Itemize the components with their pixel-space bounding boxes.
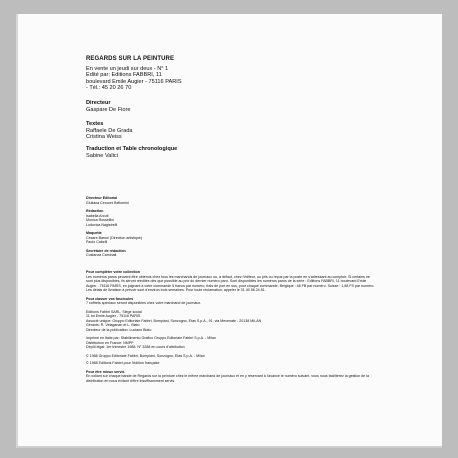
masthead-block <box>86 56 182 159</box>
translation-heading: Traduction et Table chronologique <box>86 145 178 152</box>
printing-line: Imprimé en Italie par: Stabilimento Grafico Gruppo Editoriale Fabbri S.p.A. - Milan <box>86 336 216 340</box>
texts-author: Cristina Weiss <box>86 134 122 141</box>
director-name: Gaspare De Fiore <box>86 106 131 113</box>
service-heading: Pour être mieux servis <box>86 369 125 374</box>
publication-line: Edité par: Editions FABBRI, 11 <box>86 72 162 79</box>
copyright-line: © 1988 Editions Fabbri pour l'édition française <box>86 361 160 365</box>
maquette-heading: Maquette <box>86 231 102 235</box>
redaction-heading: Rédaction <box>86 209 104 213</box>
publisher-lines <box>86 310 376 333</box>
redaction-name: Isabella Arcuti <box>86 213 109 218</box>
printing-lines <box>86 336 376 350</box>
staff-block <box>86 196 142 258</box>
editorial-heading: Directeur Editorial <box>86 196 118 200</box>
publisher-line: Editions Fabbri SARL. Siège social <box>86 309 142 314</box>
publisher-line: Associé unique: Gruppo Editoriale Fabbri, Bompiani, Sonzogno, Etas S.p.A., 91, via Mecenate - 20138 MILAN <box>86 318 262 323</box>
collection-text: Les numéros parus peuvent être obtenus chez tous les marchands de journaux ou, à défaut, chez l'éditeur, ou pris ou reçus par la poste en s'adressant au comptoir. Si certains ne sont plus disponibles, ils seront réédités dès que possible au prix du dernier numéro paru. Sont disponibles les numéros parus de la série : Editions FABBRI, 11 boulevard Emile Augier - 75116 PARIS, en joignant à votre commande 5 francs par numéro, frais de port en sus, pour chaque commande. Belgique : 48 FB par numéro. Suisse : 1,88 FS par numéro. Les délais de livraison à prévoir sont d'environ trois semaines. Pour toute réclamation, appeler le 01 40 56 24 81. <box>86 274 375 292</box>
copyright-line: © 1988 Gruppo Editoriale Fabbri, Bompiani, Sonzogno, Etas S.p.A. - Milan <box>86 353 205 358</box>
publisher-line: 11 bd Emile Augier - 75116 PARIS <box>86 314 141 318</box>
printing-line: Distribution en France: NMPP <box>86 340 134 345</box>
binder-heading: Pour classer vos fascicules <box>86 296 134 301</box>
copyright-lines <box>86 354 376 366</box>
publication-line: - Tél.: 45 20 26 70 <box>86 85 132 92</box>
texts-heading: Textes <box>86 121 104 128</box>
publication-line: boulevard Emile Augier - 75116 PARIS <box>86 78 182 85</box>
translation-name: Sabine Valici <box>86 152 118 159</box>
maquette-name: Paolo Cabelli <box>86 240 108 244</box>
texts-author: Raffaele De Grada <box>86 127 133 134</box>
printing-line: Dépôt légal: 1er trimestre 1988. N° 3288 en cours d'attribution <box>86 345 185 349</box>
document-page <box>16 14 442 448</box>
collection-heading: Pour compléter votre collection <box>86 270 140 274</box>
service-text: En collant sur chaque bande de Regards sur la peinture chez le même marchand de journaux et en y réservant à l'avance le numéro suivant, vous nous faciliterez la gestion de la distribution en nous évitant d'être insuffisamment servis. <box>86 374 369 383</box>
publisher-line: Directeur de la publication: Luciano Biato <box>86 327 152 332</box>
binder-text: 7 coffrets spéciaux seront disponibles chez votre marchand de journaux. <box>86 301 202 305</box>
secretariat-heading: Secrétaire de rédaction <box>86 248 126 253</box>
fine-print-block <box>86 270 376 383</box>
director-heading: Directeur <box>86 99 111 106</box>
maquette-name: Cesare Baroni (Direction artistique) <box>86 235 143 240</box>
secretariat-name: Costanza Caminati <box>86 253 117 257</box>
redaction-name: Monica Rossellini <box>86 218 114 222</box>
publication-title: REGARDS SUR LA PEINTURE <box>86 56 175 62</box>
publication-line: En vente un jeudi sur deux - N° 1 <box>86 65 169 72</box>
editorial-name: Giuliana Cecconi Bellomini <box>86 200 129 205</box>
publisher-line: Gérants: R. Velaganan et L. Biato <box>86 323 140 327</box>
redaction-name: Lodovica Nagistrelli <box>86 222 118 227</box>
